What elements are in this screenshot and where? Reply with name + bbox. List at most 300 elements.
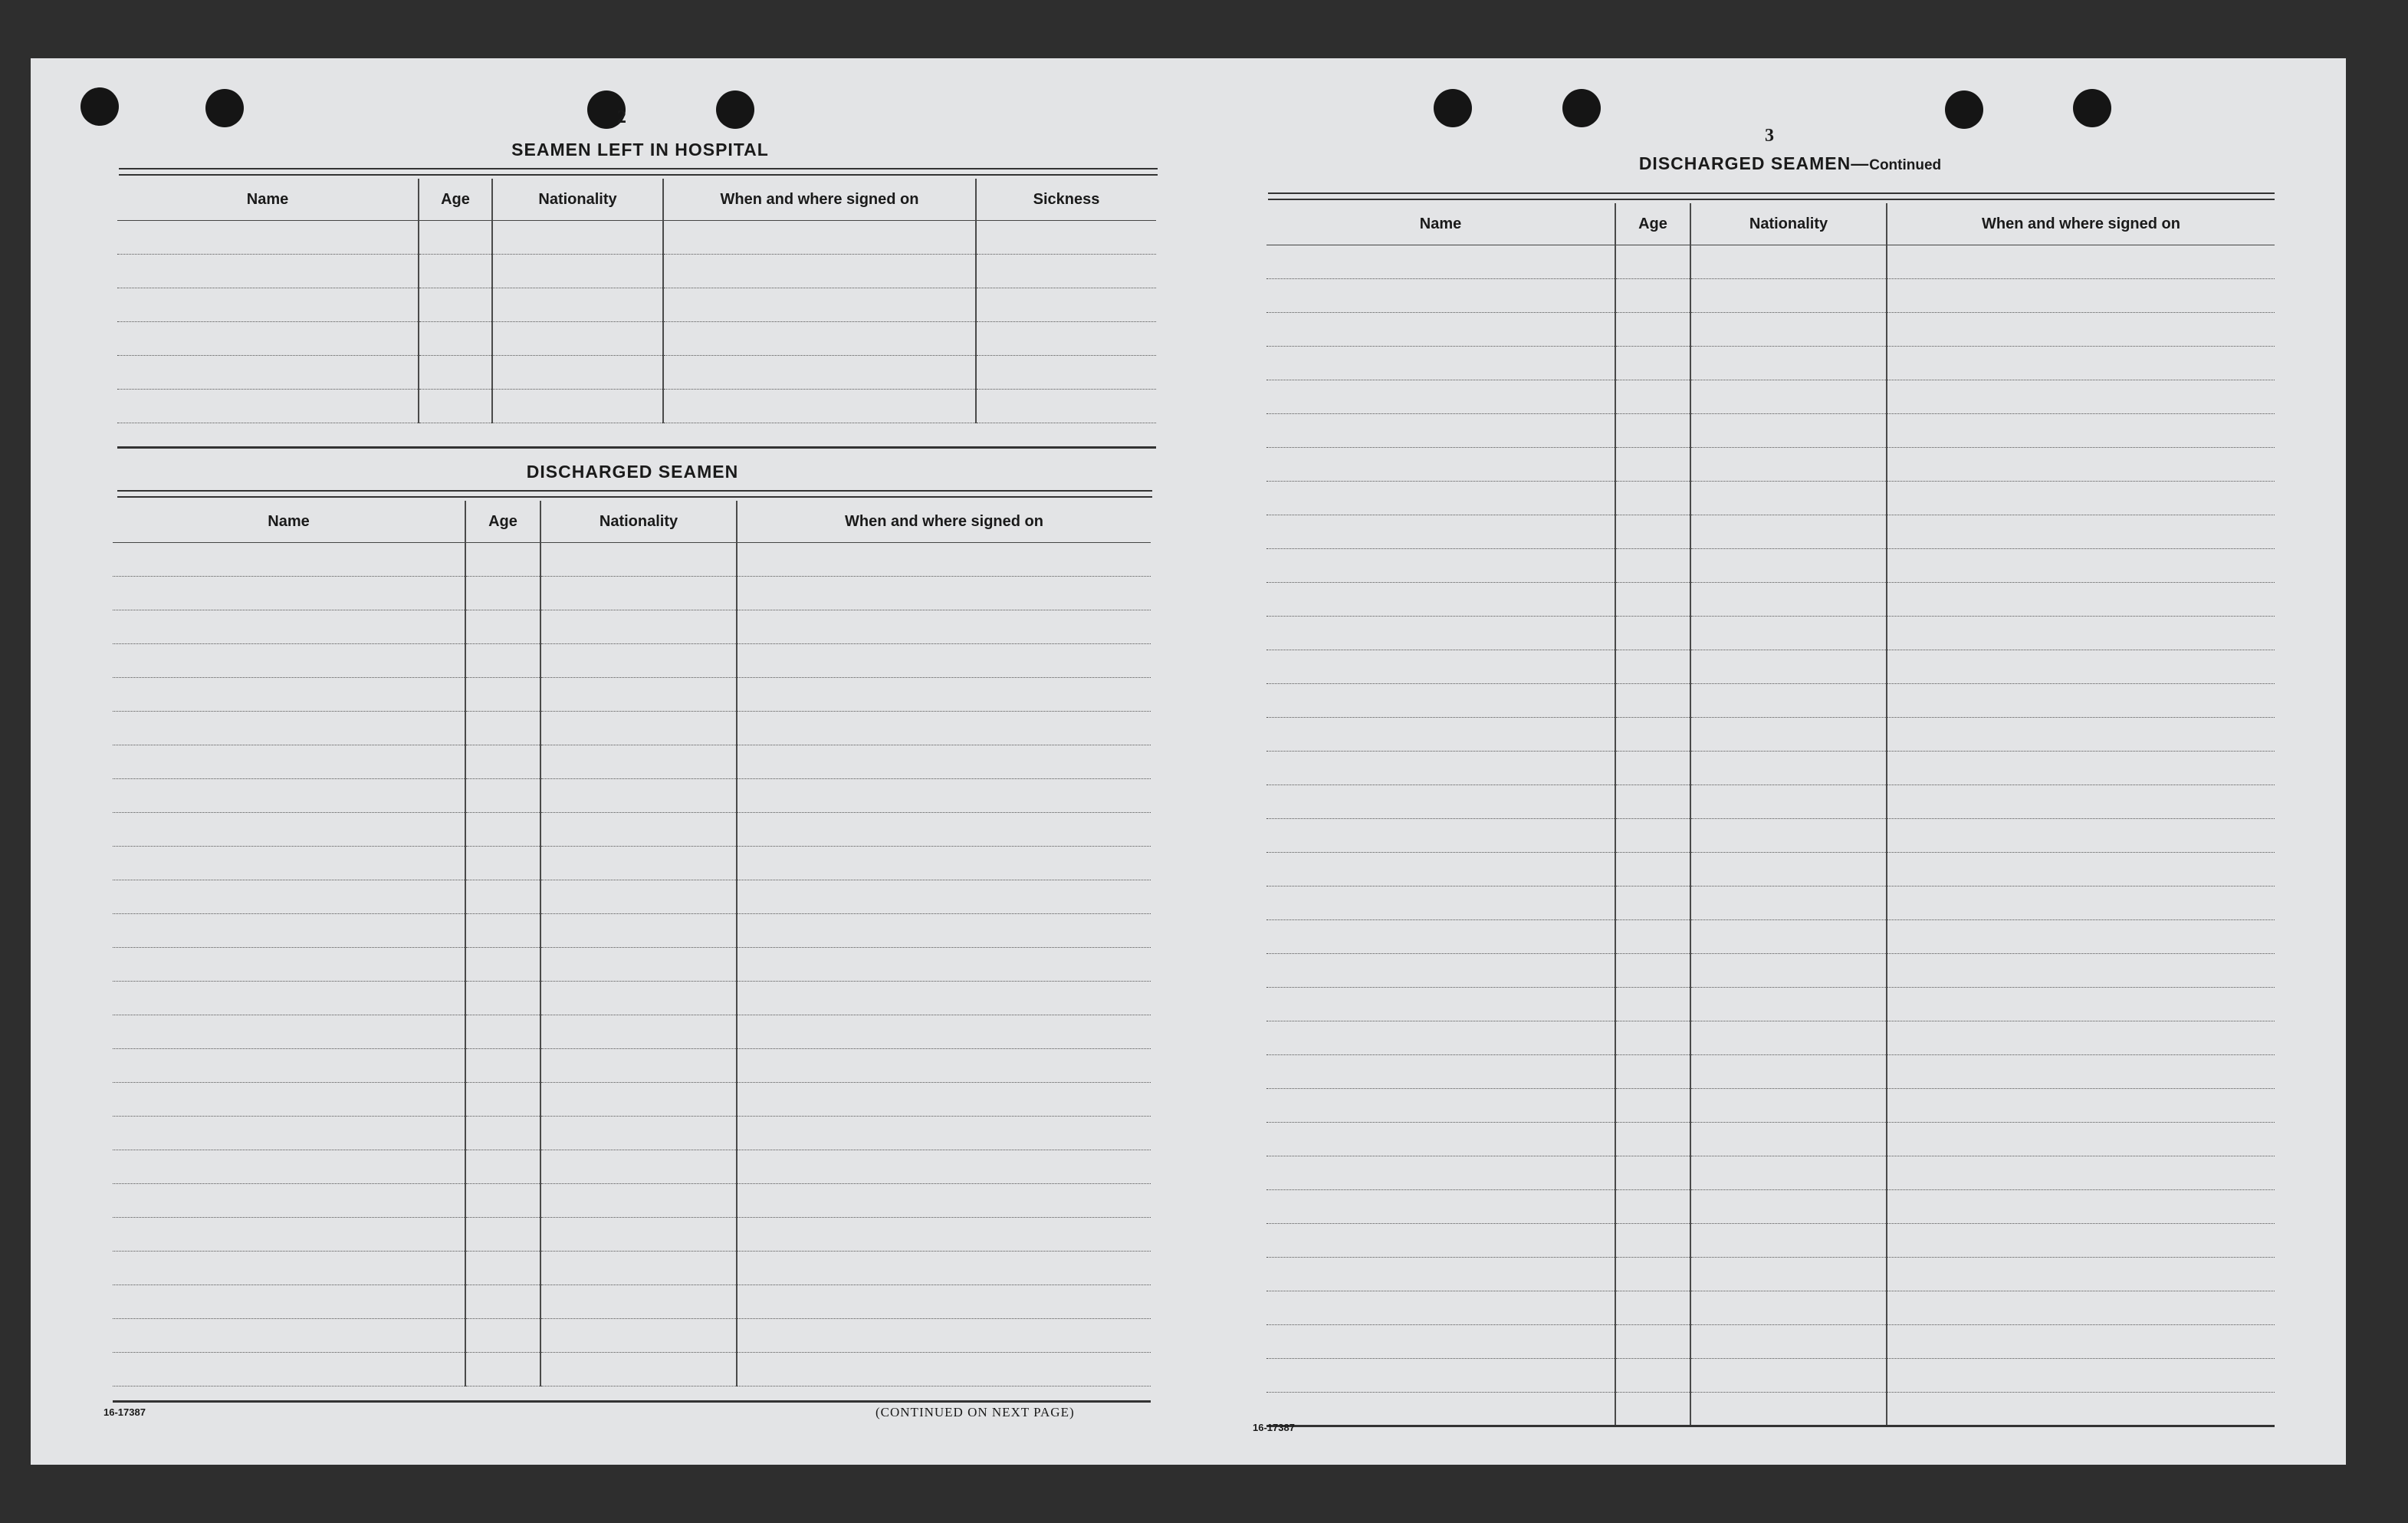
table-cell[interactable] — [1887, 549, 2275, 583]
table-cell[interactable] — [117, 356, 419, 390]
table-cell[interactable] — [1266, 988, 1615, 1021]
table-cell[interactable] — [1615, 1055, 1690, 1089]
table-cell[interactable] — [1615, 1291, 1690, 1325]
table-cell[interactable] — [1615, 650, 1690, 684]
table-cell[interactable] — [1266, 414, 1615, 448]
table-cell[interactable] — [1887, 347, 2275, 380]
table-cell[interactable] — [465, 880, 540, 914]
table-cell[interactable] — [1690, 1224, 1887, 1258]
table-cell[interactable] — [540, 948, 737, 982]
table-cell[interactable] — [737, 813, 1151, 847]
table-cell[interactable] — [540, 610, 737, 644]
table-cell[interactable] — [113, 644, 465, 678]
table-cell[interactable] — [1690, 448, 1887, 482]
table-row — [113, 1015, 1151, 1049]
table-cell[interactable] — [465, 745, 540, 779]
column-header-age: Age — [419, 179, 492, 221]
table-cell[interactable] — [1615, 380, 1690, 414]
top-rule — [117, 490, 1152, 498]
header-row — [113, 501, 1151, 543]
table-cell[interactable] — [1615, 313, 1690, 347]
table-cell[interactable] — [113, 1184, 465, 1218]
table-cell[interactable] — [1266, 819, 1615, 853]
table-cell[interactable] — [1615, 920, 1690, 954]
table-cell[interactable] — [1615, 853, 1690, 886]
table-cell[interactable] — [737, 948, 1151, 982]
table-cell[interactable] — [976, 221, 1156, 255]
table-cell[interactable] — [113, 1150, 465, 1184]
table-cell[interactable] — [540, 1184, 737, 1218]
table-row — [1266, 1055, 2275, 1089]
table-cell[interactable] — [465, 610, 540, 644]
table-cell[interactable] — [976, 288, 1156, 322]
table-cell[interactable] — [1615, 245, 1690, 279]
discharged-section-title: DISCHARGED SEAMEN — [526, 462, 739, 482]
table-cell[interactable] — [1887, 617, 2275, 650]
table-cell[interactable] — [1690, 1258, 1887, 1291]
table-cell[interactable] — [1887, 1325, 2275, 1359]
table-cell[interactable] — [1266, 515, 1615, 549]
table-cell[interactable] — [465, 1319, 540, 1353]
table-cell[interactable] — [540, 745, 737, 779]
table-cell[interactable] — [1615, 1021, 1690, 1055]
table-cell[interactable] — [113, 813, 465, 847]
table-cell[interactable] — [1690, 515, 1887, 549]
table-cell[interactable] — [1615, 752, 1690, 785]
table-cell[interactable] — [1887, 650, 2275, 684]
table-cell[interactable] — [1266, 279, 1615, 313]
table-cell[interactable] — [1690, 1089, 1887, 1123]
table-cell[interactable] — [1887, 1291, 2275, 1325]
ledger-sheet — [31, 58, 2346, 1465]
table-cell[interactable] — [1887, 1359, 2275, 1393]
table-cell[interactable] — [1266, 617, 1615, 650]
table-cell[interactable] — [113, 779, 465, 813]
table-cell[interactable] — [540, 847, 737, 880]
table-cell[interactable] — [113, 880, 465, 914]
table-cell[interactable] — [1887, 414, 2275, 448]
table-cell[interactable] — [1887, 853, 2275, 886]
table-cell[interactable] — [976, 390, 1156, 423]
table-cell[interactable] — [1615, 1325, 1690, 1359]
table-cell[interactable] — [540, 678, 737, 712]
table-cell[interactable] — [1615, 279, 1690, 313]
table-cell[interactable] — [1615, 1156, 1690, 1190]
table-cell[interactable] — [113, 982, 465, 1015]
table-cell[interactable] — [1690, 1393, 1887, 1426]
table-cell[interactable] — [663, 390, 976, 423]
table-cell[interactable] — [1690, 1190, 1887, 1224]
table-cell[interactable] — [419, 221, 492, 255]
table-cell[interactable] — [1615, 448, 1690, 482]
table-cell[interactable] — [1690, 279, 1887, 313]
table-cell[interactable] — [465, 1150, 540, 1184]
table-cell[interactable] — [1690, 988, 1887, 1021]
table-cell[interactable] — [113, 745, 465, 779]
table-cell[interactable] — [540, 982, 737, 1015]
table-cell[interactable] — [1266, 1055, 1615, 1089]
table-cell[interactable] — [465, 543, 540, 577]
table-cell[interactable] — [113, 1285, 465, 1319]
table-cell[interactable] — [1690, 380, 1887, 414]
table-cell[interactable] — [1266, 718, 1615, 752]
table-cell[interactable] — [465, 1117, 540, 1150]
table-cell[interactable] — [1887, 245, 2275, 279]
table-cell[interactable] — [1690, 920, 1887, 954]
table-cell[interactable] — [465, 1285, 540, 1319]
table-cell[interactable] — [1690, 819, 1887, 853]
table-cell[interactable] — [540, 1049, 737, 1083]
punch-hole — [2073, 89, 2111, 127]
table-cell[interactable] — [1266, 1224, 1615, 1258]
table-cell[interactable] — [1887, 718, 2275, 752]
table-cell[interactable] — [1615, 414, 1690, 448]
table-cell[interactable] — [1690, 347, 1887, 380]
table-cell[interactable] — [1887, 515, 2275, 549]
table-cell[interactable] — [1887, 819, 2275, 853]
table-cell[interactable] — [1266, 347, 1615, 380]
table-cell[interactable] — [465, 1015, 540, 1049]
table-cell[interactable] — [1690, 549, 1887, 583]
table-cell[interactable] — [1615, 684, 1690, 718]
table-cell[interactable] — [113, 1049, 465, 1083]
table-cell[interactable] — [737, 577, 1151, 610]
table-cell[interactable] — [1887, 279, 2275, 313]
table-cell[interactable] — [1690, 954, 1887, 988]
punch-hole — [1434, 89, 1472, 127]
table-cell[interactable] — [1887, 684, 2275, 718]
table-cell[interactable] — [737, 1353, 1151, 1386]
table-cell[interactable] — [465, 948, 540, 982]
table-cell[interactable] — [465, 813, 540, 847]
table-cell[interactable] — [1615, 988, 1690, 1021]
table-cell[interactable] — [663, 221, 976, 255]
table-cell[interactable] — [1690, 583, 1887, 617]
table-cell[interactable] — [1690, 245, 1887, 279]
table-cell[interactable] — [540, 1319, 737, 1353]
table-cell[interactable] — [540, 1218, 737, 1252]
table-row — [1266, 448, 2275, 482]
table-cell[interactable] — [1615, 515, 1690, 549]
table-cell[interactable] — [1615, 1089, 1690, 1123]
table-cell[interactable] — [113, 1218, 465, 1252]
table-cell[interactable] — [1266, 1359, 1615, 1393]
table-cell[interactable] — [1615, 886, 1690, 920]
table-cell[interactable] — [1615, 1123, 1690, 1156]
table-cell[interactable] — [1690, 752, 1887, 785]
table-cell[interactable] — [1615, 617, 1690, 650]
table-cell[interactable] — [1887, 886, 2275, 920]
table-cell[interactable] — [540, 1353, 737, 1386]
table-cell[interactable] — [540, 1015, 737, 1049]
table-cell[interactable] — [1690, 650, 1887, 684]
table-cell[interactable] — [1266, 1325, 1615, 1359]
table-cell[interactable] — [663, 255, 976, 288]
table-cell[interactable] — [465, 1353, 540, 1386]
table-cell[interactable] — [737, 1319, 1151, 1353]
table-cell[interactable] — [737, 880, 1151, 914]
table-cell[interactable] — [1887, 1055, 2275, 1089]
table-cell[interactable] — [976, 255, 1156, 288]
table-cell[interactable] — [540, 712, 737, 745]
table-cell[interactable] — [737, 1218, 1151, 1252]
table-cell[interactable] — [1887, 380, 2275, 414]
table-cell[interactable] — [1615, 1190, 1690, 1224]
table-cell[interactable] — [737, 745, 1151, 779]
table-cell[interactable] — [492, 288, 663, 322]
table-cell[interactable] — [1690, 313, 1887, 347]
table-cell[interactable] — [1887, 920, 2275, 954]
table-row — [113, 1083, 1151, 1117]
table-cell[interactable] — [419, 356, 492, 390]
table-cell[interactable] — [113, 712, 465, 745]
table-cell[interactable] — [1615, 1393, 1690, 1426]
table-cell[interactable] — [1266, 549, 1615, 583]
column-header-signed-on: When and where signed on — [737, 501, 1151, 543]
table-cell[interactable] — [113, 543, 465, 577]
table-cell[interactable] — [1615, 583, 1690, 617]
table-cell[interactable] — [1887, 1190, 2275, 1224]
table-cell[interactable] — [1690, 1123, 1887, 1156]
table-cell[interactable] — [1887, 988, 2275, 1021]
table-cell[interactable] — [1690, 785, 1887, 819]
table-cell[interactable] — [113, 1252, 465, 1285]
table-cell[interactable] — [1266, 1156, 1615, 1190]
table-cell[interactable] — [419, 390, 492, 423]
table-cell[interactable] — [1266, 313, 1615, 347]
table-cell[interactable] — [117, 255, 419, 288]
table-cell[interactable] — [465, 644, 540, 678]
column-header-sickness: Sickness — [976, 179, 1156, 221]
table-cell[interactable] — [1615, 347, 1690, 380]
table-cell[interactable] — [465, 1083, 540, 1117]
table-cell[interactable] — [1690, 1021, 1887, 1055]
table-cell[interactable] — [465, 577, 540, 610]
table-cell[interactable] — [1690, 1359, 1887, 1393]
table-cell[interactable] — [1266, 1190, 1615, 1224]
table-cell[interactable] — [1615, 482, 1690, 515]
table-cell[interactable] — [1615, 718, 1690, 752]
table-cell[interactable] — [1266, 245, 1615, 279]
table-cell[interactable] — [737, 1015, 1151, 1049]
table-cell[interactable] — [117, 221, 419, 255]
table-cell[interactable] — [1690, 886, 1887, 920]
punch-hole — [1945, 90, 1983, 129]
table-cell[interactable] — [737, 1285, 1151, 1319]
table-cell[interactable] — [419, 255, 492, 288]
table-cell[interactable] — [1690, 718, 1887, 752]
table-cell[interactable] — [737, 982, 1151, 1015]
table-row — [1266, 1190, 2275, 1224]
table-cell[interactable] — [1887, 1123, 2275, 1156]
table-cell[interactable] — [117, 390, 419, 423]
table-cell[interactable] — [1615, 1359, 1690, 1393]
table-cell[interactable] — [1690, 853, 1887, 886]
table-cell[interactable] — [976, 322, 1156, 356]
table-cell[interactable] — [113, 1117, 465, 1150]
table-cell[interactable] — [737, 712, 1151, 745]
table-cell[interactable] — [1887, 1393, 2275, 1426]
table-cell[interactable] — [1615, 1224, 1690, 1258]
table-cell[interactable] — [465, 1049, 540, 1083]
table-cell[interactable] — [1266, 583, 1615, 617]
table-cell[interactable] — [1690, 1291, 1887, 1325]
table-cell[interactable] — [1266, 1089, 1615, 1123]
table-cell[interactable] — [1615, 785, 1690, 819]
table-cell[interactable] — [1690, 684, 1887, 718]
table-cell[interactable] — [1887, 1156, 2275, 1190]
table-cell[interactable] — [113, 1353, 465, 1386]
table-cell[interactable] — [737, 914, 1151, 948]
table-row — [1266, 414, 2275, 448]
table-cell[interactable] — [117, 322, 419, 356]
table-cell[interactable] — [540, 914, 737, 948]
table-cell[interactable] — [492, 356, 663, 390]
table-cell[interactable] — [663, 322, 976, 356]
table-cell[interactable] — [1266, 920, 1615, 954]
table-cell[interactable] — [465, 678, 540, 712]
table-cell[interactable] — [540, 543, 737, 577]
table-cell[interactable] — [1887, 1021, 2275, 1055]
table-cell[interactable] — [492, 390, 663, 423]
table-cell[interactable] — [1615, 819, 1690, 853]
table-cell[interactable] — [1266, 448, 1615, 482]
table-cell[interactable] — [492, 221, 663, 255]
column-header-signed-on: When and where signed on — [1887, 203, 2275, 245]
table-cell[interactable] — [737, 610, 1151, 644]
table-cell[interactable] — [1690, 1055, 1887, 1089]
table-cell[interactable] — [1266, 752, 1615, 785]
table-cell[interactable] — [1266, 684, 1615, 718]
table-cell[interactable] — [113, 1083, 465, 1117]
table-cell[interactable] — [113, 678, 465, 712]
table-cell[interactable] — [1615, 954, 1690, 988]
table-cell[interactable] — [465, 1252, 540, 1285]
table-cell[interactable] — [113, 1319, 465, 1353]
table-cell[interactable] — [737, 1150, 1151, 1184]
table-cell[interactable] — [113, 847, 465, 880]
table-cell[interactable] — [540, 1285, 737, 1319]
table-cell[interactable] — [737, 1049, 1151, 1083]
table-row — [1266, 1123, 2275, 1156]
table-cell[interactable] — [737, 678, 1151, 712]
table-cell[interactable] — [465, 1184, 540, 1218]
table-cell[interactable] — [540, 1252, 737, 1285]
table-cell[interactable] — [663, 288, 976, 322]
table-cell[interactable] — [737, 1252, 1151, 1285]
table-cell[interactable] — [540, 1083, 737, 1117]
table-cell[interactable] — [465, 914, 540, 948]
table-cell[interactable] — [540, 644, 737, 678]
hospital-table — [117, 179, 1156, 423]
table-cell[interactable] — [540, 577, 737, 610]
table-cell[interactable] — [1887, 954, 2275, 988]
table-cell[interactable] — [540, 1117, 737, 1150]
table-cell[interactable] — [1615, 1258, 1690, 1291]
discharged-continued-title — [1273, 153, 2308, 174]
table-row — [117, 255, 1156, 288]
table-cell[interactable] — [1266, 1123, 1615, 1156]
table-row — [117, 221, 1156, 255]
table-cell[interactable] — [1615, 549, 1690, 583]
table-cell[interactable] — [1887, 1258, 2275, 1291]
table-cell[interactable] — [976, 356, 1156, 390]
table-cell[interactable] — [1887, 1224, 2275, 1258]
table-cell[interactable] — [465, 847, 540, 880]
table-cell[interactable] — [1266, 482, 1615, 515]
table-cell[interactable] — [737, 644, 1151, 678]
column-header-name: Name — [113, 501, 465, 543]
table-cell[interactable] — [1887, 785, 2275, 819]
table-cell[interactable] — [113, 948, 465, 982]
table-cell[interactable] — [737, 1184, 1151, 1218]
table-cell[interactable] — [1266, 650, 1615, 684]
table-cell[interactable] — [465, 779, 540, 813]
table-cell[interactable] — [113, 1015, 465, 1049]
table-cell[interactable] — [1887, 1089, 2275, 1123]
table-cell[interactable] — [465, 712, 540, 745]
table-cell[interactable] — [1266, 886, 1615, 920]
table-cell[interactable] — [1887, 752, 2275, 785]
table-cell[interactable] — [1887, 482, 2275, 515]
table-row — [1266, 279, 2275, 313]
table-cell[interactable] — [1266, 853, 1615, 886]
table-cell[interactable] — [1266, 1021, 1615, 1055]
table-row — [113, 914, 1151, 948]
table-cell[interactable] — [540, 880, 737, 914]
table-cell[interactable] — [540, 779, 737, 813]
table-cell[interactable] — [465, 982, 540, 1015]
table-cell[interactable] — [492, 322, 663, 356]
table-cell[interactable] — [1690, 1156, 1887, 1190]
column-header-name: Name — [117, 179, 419, 221]
table-cell[interactable] — [492, 255, 663, 288]
table-cell[interactable] — [663, 356, 976, 390]
table-cell[interactable] — [1887, 583, 2275, 617]
table-cell[interactable] — [737, 1083, 1151, 1117]
table-cell[interactable] — [1266, 954, 1615, 988]
table-row — [1266, 785, 2275, 819]
table-row — [113, 1184, 1151, 1218]
table-row — [1266, 1325, 2275, 1359]
table-cell[interactable] — [1266, 380, 1615, 414]
table-cell[interactable] — [1266, 1393, 1615, 1426]
table-cell[interactable] — [419, 288, 492, 322]
table-cell[interactable] — [113, 914, 465, 948]
table-cell[interactable] — [419, 322, 492, 356]
table-cell[interactable] — [113, 577, 465, 610]
table-cell[interactable] — [1887, 313, 2275, 347]
table-cell[interactable] — [1690, 1325, 1887, 1359]
table-cell[interactable] — [540, 1150, 737, 1184]
table-cell[interactable] — [1887, 448, 2275, 482]
table-cell[interactable] — [540, 813, 737, 847]
table-cell[interactable] — [737, 543, 1151, 577]
table-cell[interactable] — [737, 779, 1151, 813]
table-cell[interactable] — [465, 1218, 540, 1252]
table-cell[interactable] — [1690, 414, 1887, 448]
table-cell[interactable] — [113, 610, 465, 644]
table-cell[interactable] — [117, 288, 419, 322]
table-cell[interactable] — [737, 1117, 1151, 1150]
table-cell[interactable] — [1266, 1258, 1615, 1291]
table-cell[interactable] — [1266, 1291, 1615, 1325]
table-cell[interactable] — [1690, 617, 1887, 650]
table-cell[interactable] — [737, 847, 1151, 880]
table-cell[interactable] — [1690, 482, 1887, 515]
table-row — [1266, 1156, 2275, 1190]
table-cell[interactable] — [1266, 785, 1615, 819]
